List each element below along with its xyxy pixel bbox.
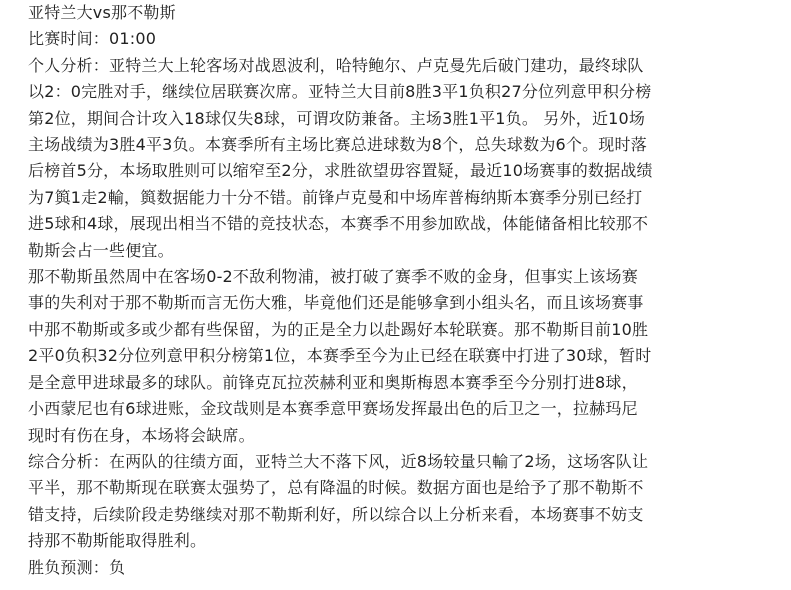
text-line: 现时有伤在身，本场将会缺席。 <box>28 425 255 445</box>
text-line: 后榜首5分，本场取胜则可以缩窄至2分，求胜欲望毋容置疑，最近10场赛事的数据战绩 <box>28 161 653 181</box>
text-line: 勒斯会占一些便宜。 <box>28 240 174 260</box>
text-line: 个人分析：亚特兰大上轮客场对战恩波利，哈特鲍尔、卢克曼先后破门建功，最终球队 <box>28 55 644 75</box>
text-line: 错支持，后续阶段走势继续对那不勒斯利好，所以综合以上分析来看，本场赛事不妨支 <box>28 504 644 524</box>
text-line: 持那不勒斯能取得胜利。 <box>28 531 207 551</box>
text-line: 进5球和4球，展现出相当不错的竞技状态，本赛季不用参加欧战，体能储备相比较那不 <box>28 214 649 234</box>
text-line: 平半，那不勒斯现在联赛太强势了，总有降温的时候。数据方面也是给予了那不勒斯不 <box>28 478 644 498</box>
text-line: 小西蒙尼也有6球进账，金玟哉则是本赛季意甲赛场发挥最出色的后卫之一，拉赫玛尼 <box>28 399 638 419</box>
text-line: 是全意甲进球最多的球队。前锋克瓦拉茨赫利亚和奥斯梅恩本赛季至今分别打进8球， <box>28 372 638 392</box>
prediction: 胜负预测：负 <box>28 557 126 577</box>
text-line: 中那不勒斯或多或少都有些保留，为的正是全力以赴踢好本轮联赛。那不勒斯目前10胜 <box>28 319 649 339</box>
text-line: 综合分析：在两队的往绩方面，亚特兰大不落下风，近8场较量只輸了2场，这场客队让 <box>28 451 649 471</box>
text-line: 主场战绩为3胜4平3负。本赛季所有主场比赛总进球数为8个，总失球数为6个。现时落 <box>28 135 647 155</box>
text-line: 2平0负积32分位列意甲积分榜第1位，本赛季至今为止已经在联赛中打进了30球，暂时 <box>28 346 652 366</box>
text-line: 那不勒斯虽然周中在客场0-2不敌利物浦，被打破了赛季不败的金身，但事实上该场赛 <box>28 267 638 287</box>
text-line: 事的失利对于那不勒斯而言无伤大雅，毕竟他们还是能够拿到小组头名，而且该场赛事 <box>28 293 644 313</box>
match-time: 比赛时间：01:00 <box>28 29 157 49</box>
match-title: 亚特兰大vs那不勒斯 <box>28 3 176 22</box>
text-line: 以2：0完胜对手，继续位居联赛次席。亚特兰大目前8胜3平1负积27分位列意甲积分榜 <box>28 82 652 102</box>
text-line: 第2位，期间合计攻入18球仅失8球，可谓攻防兼备。主场3胜1平1负。 另外，近10场 <box>28 108 646 128</box>
text-line: 为7籅1走2輸，籅数据能力十分不错。前锋卢克曼和中场库普梅纳斯本赛季分别已经打 <box>28 187 643 207</box>
